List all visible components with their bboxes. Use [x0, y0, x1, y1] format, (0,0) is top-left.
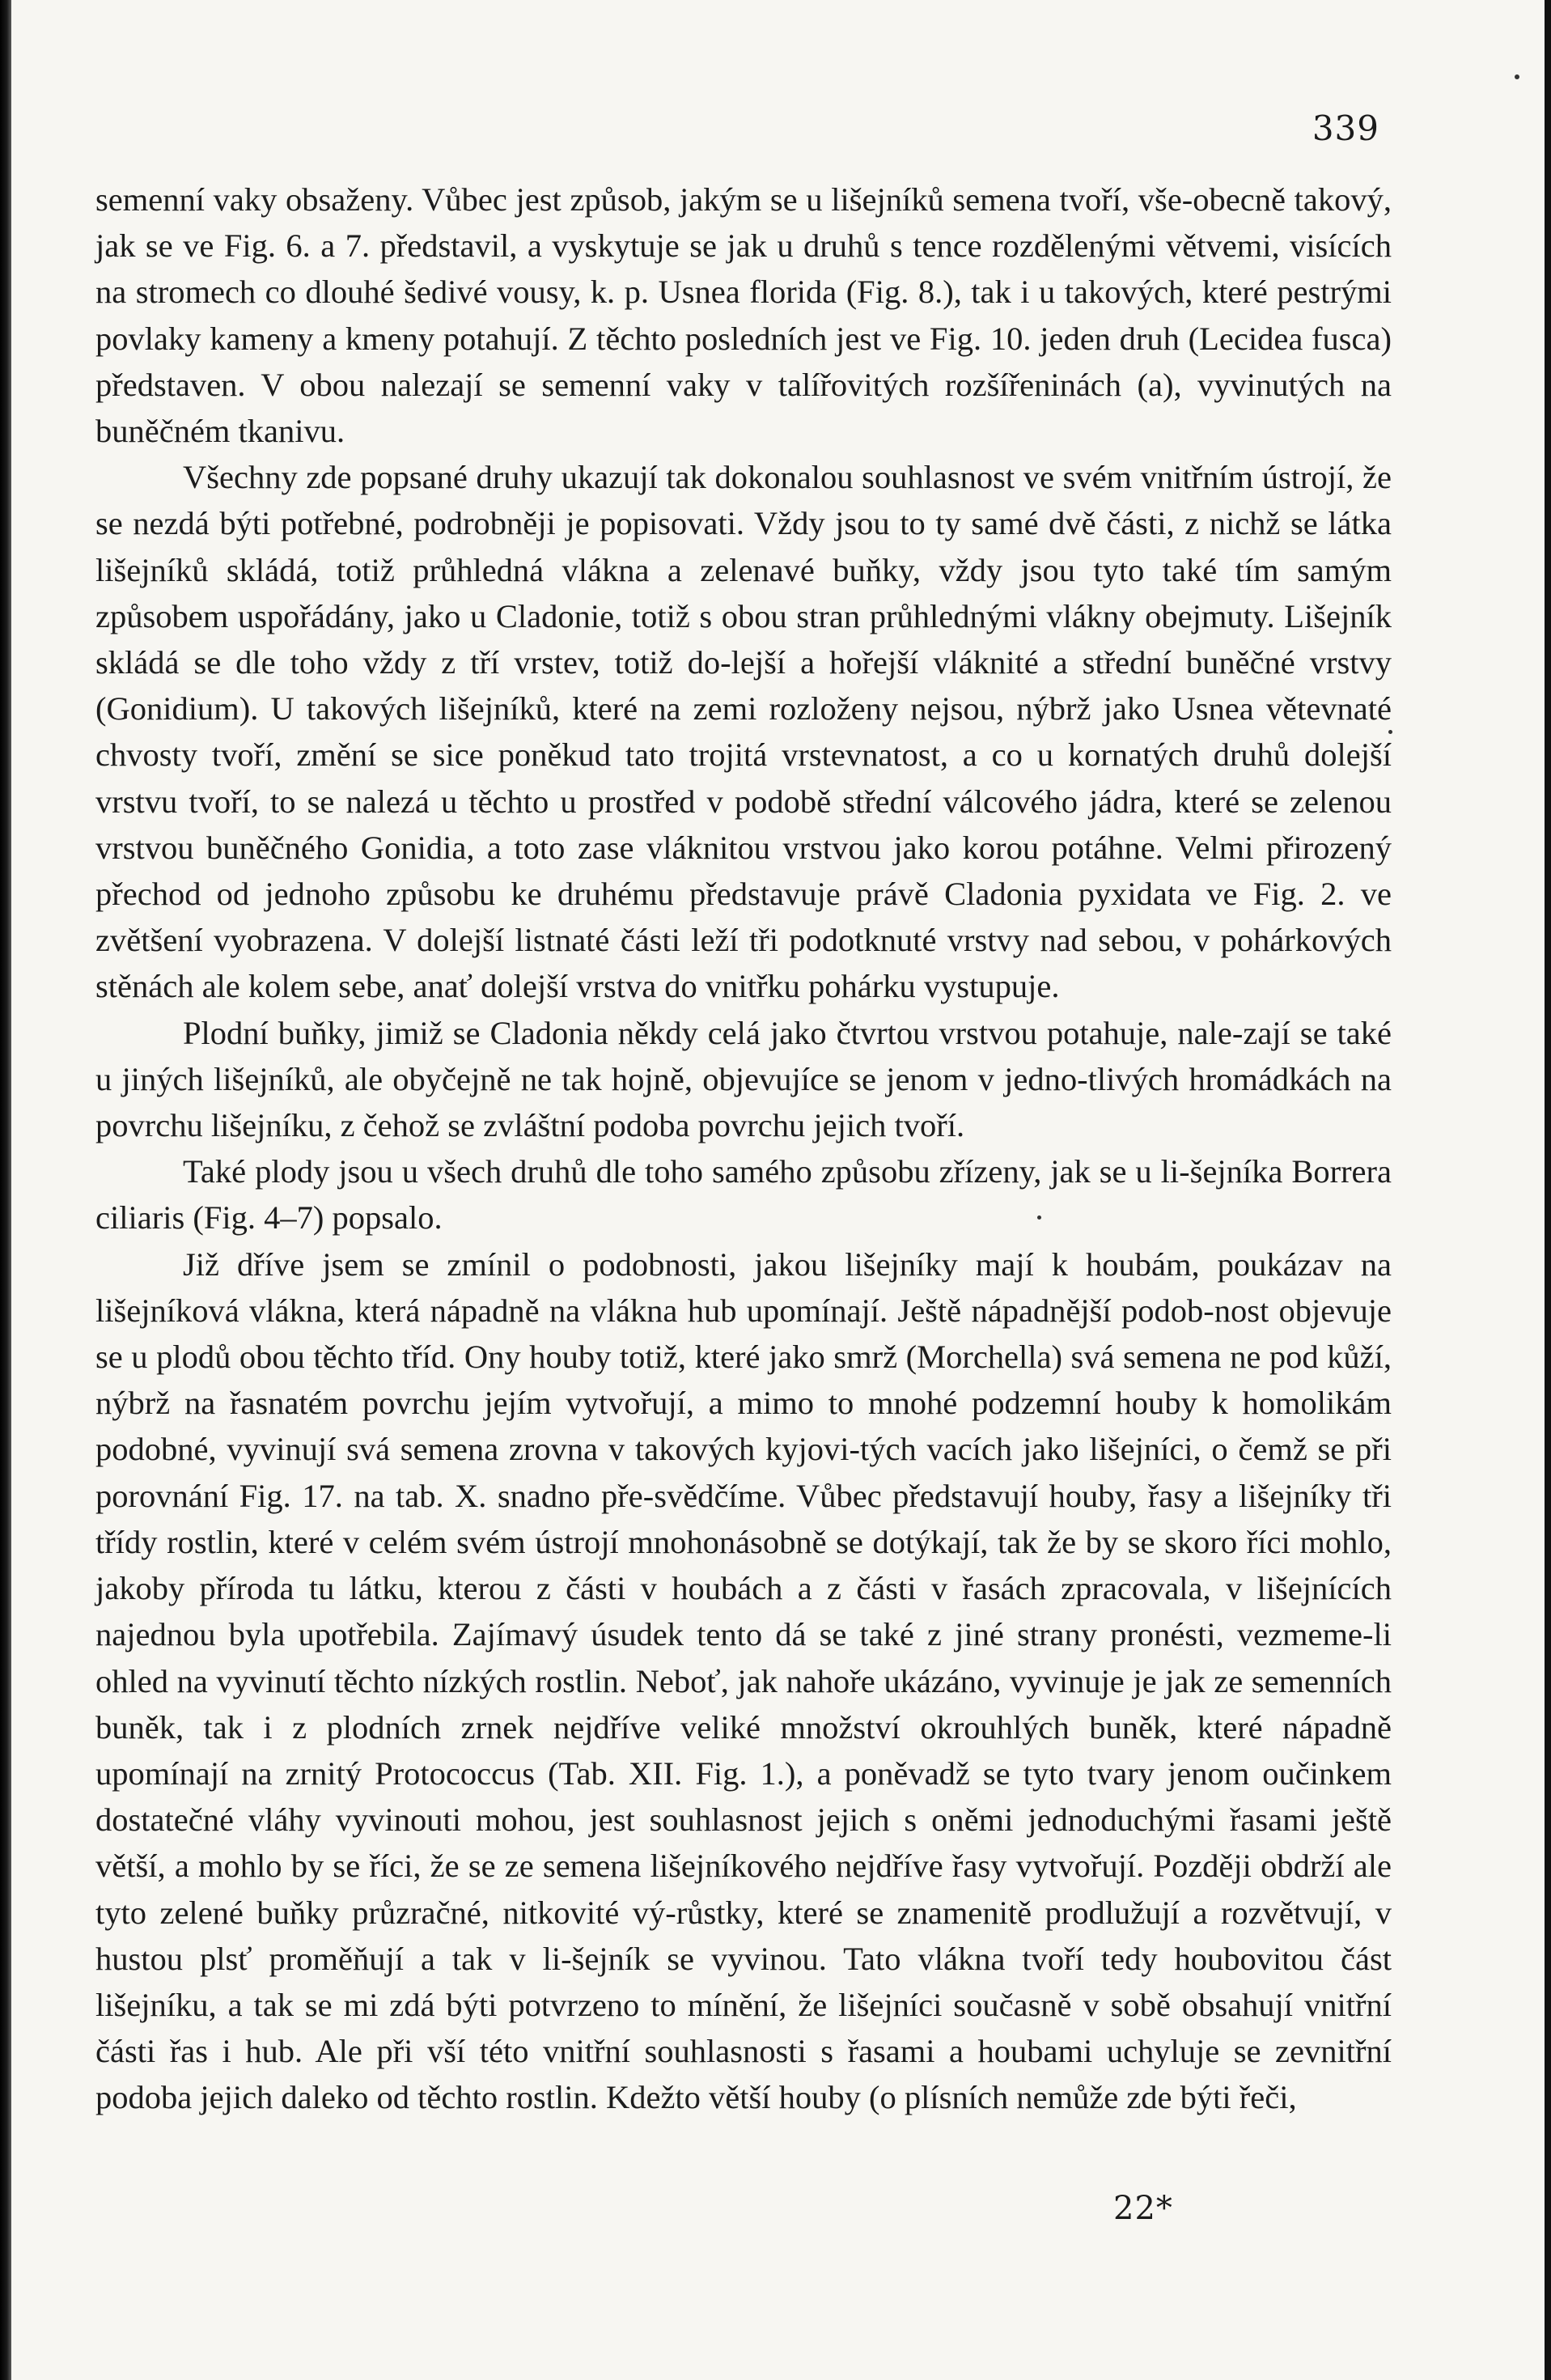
body-text [95, 176, 1392, 2121]
paragraph-4: Také plody jsou u všech druhů dle toho samého způsobu zřízeny, jak se u li-šejníka Borrera ciliaris (Fig. 4–7) popsalo. [95, 1153, 1392, 1237]
ink-speck [1515, 74, 1519, 79]
page-number: 339 [1312, 108, 1379, 148]
printer-signature-mark: 22* [1113, 2190, 1173, 2227]
ink-speck [1388, 730, 1392, 734]
paragraph-1: semenní vaky obsaženy. Vůbec jest způsob, jakým se u lišejníků semena tvoří, vše-obecně takový, jak se ve Fig. 6. a 7. představil, a vyskytuje se jak u druhů s tence rozdělenými větvemi, visících na stromech co dlouhé šedivé vousy, k. p. Usnea florida (Fig. 8.), tak i u takových, které pestrými povlaky kameny a kmeny potahují. Z těchto posledních jest ve Fig. 10. jeden druh (Lecidea fusca) představen. V obou nalezají se semenní vaky v talířovitých rozšířeninách (a), vyvinutých na buněčném tkanivu. [95, 181, 1392, 450]
paragraph-3: Plodní buňky, jimiž se Cladonia někdy celá jako čtvrtou vrstvou potahuje, nale-zají se také u jiných lišejníků, ale obyčejně ne tak hojně, objevujíce se jenom v jedno-tlivých hromádkách na povrchu lišejníku, z čehož se zvláštní podoba povrchu jejich tvoří. [95, 1014, 1392, 1144]
page-left-shadow [0, 0, 11, 2380]
ink-speck [1037, 1215, 1041, 1220]
book-page [11, 0, 1551, 2380]
page-right-edge [1545, 0, 1551, 2380]
paragraph-5: Již dříve jsem se zmínil o podobnosti, jakou lišejníky mají k houbám, poukázav na lišejníková vlákna, která nápadně na vlákna hub upomínají. Ještě nápadnější podob-nost objevuje se u plodů obou těchto tříd. Ony houby totiž, které jako smrž (Morchella) svá semena ne pod kůží, nýbrž na řasnatém povrchu jejím vytvořují, a mimo to mnohé podzemní houby k homolikám podobné, vyvinují svá semena zrovna v takových kyjovi-tých vacích jako lišejníci, o čemž se při porovnání Fig. 17. na tab. X. snadno pře-svědčíme. Vůbec představují houby, řasy a lišejníky tři třídy rostlin, které v celém svém ústrojí mnohonásobně se dotýkají, tak že by se skoro říci mohlo, jakoby příroda tu látku, kterou z části v houbách a z části v řasách zpracovala, v lišejnících najednou byla upotřebila. Zajímavý úsudek tento dá se také z jiné strany pronésti, vezmeme-li ohled na vyvinutí těchto nízkých rostlin. Neboť, jak nahoře ukázáno, vyvinuje je jak ze semenních buněk, tak i z plodních zrnek nejdříve veliké množství okrouhlých buněk, které nápadně upomínají na zrnitý Protococcus (Tab. XII. Fig. 1.), a poněvadž se tyto tvary jenom oučinkem dostatečné vláhy vyvinouti mohou, jest souhlasnost jejich s oněmi jednoduchými řasami ještě větší, a mohlo by se říci, že se ze semena lišejníkového nejdříve řasy vytvořují. Později obdrží ale tyto zelené buňky průzračné, nitkovité vý-růstky, které se znamenitě prodlužují a rozvětvují, v hustou plsť proměňují a tak v li-šejník se vyvinou. Tato vlákna tvoří tedy houbovitou část lišejníku, a tak se mi zdá býti potvrzeno to mínění, že lišejníci současně v sobě obsahují vnitřní části řas i hub. Ale při vší této vnitřní souhlasnosti s řasami a houbami uchyluje se zevnitřní podoba jejich daleko od těchto rostlin. Kdežto větší houby (o plísních nemůže zde býti řeči, [95, 1245, 1392, 2116]
paragraph-2: Všechny zde popsané druhy ukazují tak dokonalou souhlasnost ve svém vnitřním ústrojí, že se nezdá býti potřebné, podrobněji je popisovati. Vždy jsou to ty samé dvě části, z nichž se látka lišejníků skládá, totiž průhledná vlákna a zelenavé buňky, vždy jsou tyto také tím samým způsobem uspořádány, jako u Cladonie, totiž s obou stran průhlednými vlákny obejmuty. Lišejník skládá se dle toho vždy z tří vrstev, totiž do-lejší a hořejší vláknité a střední buněčné vrstvy (Gonidium). U takových lišejníků, které na zemi rozloženy nejsou, nýbrž jako Usnea větevnaté chvosty tvoří, změní se sice poněkud tato trojitá vrstevnatost, a co u kornatých druhů dolejší vrstvu tvoří, to se nalezá u těchto u prostřed v podobě střední válcového jádra, které se zelenou vrstvou buněčného Gonidia, a toto zase vláknitou vrstvou jako korou potáhne. Velmi přirozený přechod od jednoho způsobu ke druhému představuje právě Cladonia pyxidata ve Fig. 2. ve zvětšení vyobrazena. V dolejší listnaté části leží tři podotknuté vrstvy nad sebou, v pohárkových stěnách ale kolem sebe, anať dolejší vrstva do vnitřku pohárku vystupuje. [95, 459, 1392, 1005]
